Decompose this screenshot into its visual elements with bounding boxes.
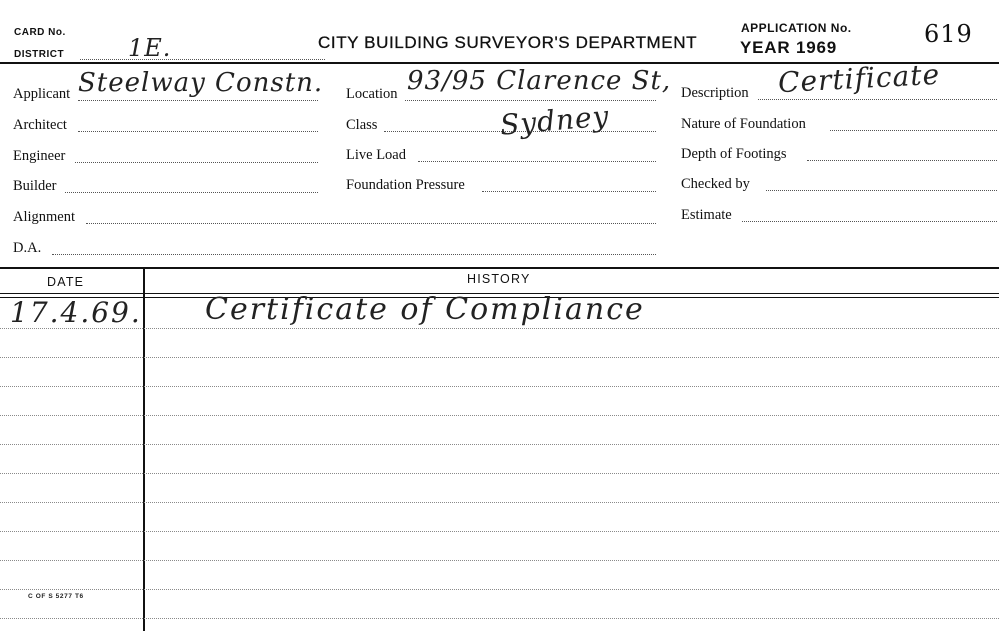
district-value: 1E.	[128, 34, 172, 62]
history-entry-text: Certificate of Compliance	[205, 292, 645, 327]
architect-label: Architect	[13, 117, 67, 133]
live-load-line	[418, 161, 656, 162]
date-column-header: DATE	[47, 275, 85, 289]
district-line	[80, 59, 325, 60]
foundation-pressure-label: Foundation Pressure	[346, 177, 465, 193]
class-label: Class	[346, 117, 378, 133]
form-code: C OF S 5277 T6	[28, 593, 84, 600]
nature-of-foundation-line	[830, 130, 997, 131]
depth-of-footings-label: Depth of Footings	[681, 146, 787, 162]
location-label: Location	[346, 86, 398, 102]
history-rule	[0, 444, 999, 445]
history-rule	[0, 560, 999, 561]
engineer-label: Engineer	[13, 148, 66, 164]
depth-of-footings-line	[807, 160, 997, 161]
da-line	[52, 254, 656, 255]
history-rule	[0, 473, 999, 474]
applicant-label: Applicant	[13, 86, 71, 102]
da-label: D.A.	[13, 240, 42, 256]
history-rule	[0, 531, 999, 532]
year-label: YEAR 1969	[740, 38, 837, 57]
architect-line	[78, 131, 318, 132]
application-no-value: 619	[924, 20, 973, 48]
history-rule	[0, 502, 999, 503]
checked-by-label: Checked by	[681, 176, 750, 192]
district-label: DISTRICT	[14, 49, 65, 60]
nature-of-foundation-label: Nature of Foundation	[681, 116, 806, 132]
date-column-divider	[143, 269, 145, 631]
engineer-line	[75, 162, 318, 163]
checked-by-line	[766, 190, 997, 191]
applicant-line	[78, 100, 318, 101]
card-no-label: CARD No.	[14, 27, 66, 38]
history-rule	[0, 415, 999, 416]
application-no-label: APPLICATION No.	[741, 21, 852, 35]
department-title: CITY BUILDING SURVEYOR'S DEPARTMENT	[318, 33, 698, 52]
history-rule	[0, 357, 999, 358]
estimate-label: Estimate	[681, 207, 732, 223]
description-line	[758, 99, 997, 100]
live-load-label: Live Load	[346, 147, 406, 163]
applicant-value: Steelway Constn.	[78, 68, 324, 98]
history-rule	[0, 386, 999, 387]
foundation-pressure-line	[482, 191, 656, 192]
history-rule	[0, 589, 999, 590]
history-rule	[0, 618, 999, 619]
estimate-line	[742, 221, 997, 222]
builder-line	[65, 192, 318, 193]
builder-label: Builder	[13, 178, 57, 194]
location-value-line2: Sydney	[498, 99, 611, 142]
location-value-line1: 93/95 Clarence St,	[407, 66, 672, 96]
history-entry-date: 17.4.69.	[10, 296, 142, 329]
alignment-label: Alignment	[13, 209, 76, 225]
history-column-header: HISTORY	[467, 272, 531, 286]
location-line	[405, 100, 656, 101]
history-top-rule	[0, 267, 999, 269]
alignment-line	[86, 223, 656, 224]
description-value: Certificate	[777, 57, 941, 100]
description-label: Description	[681, 85, 749, 101]
history-rule	[0, 328, 999, 329]
